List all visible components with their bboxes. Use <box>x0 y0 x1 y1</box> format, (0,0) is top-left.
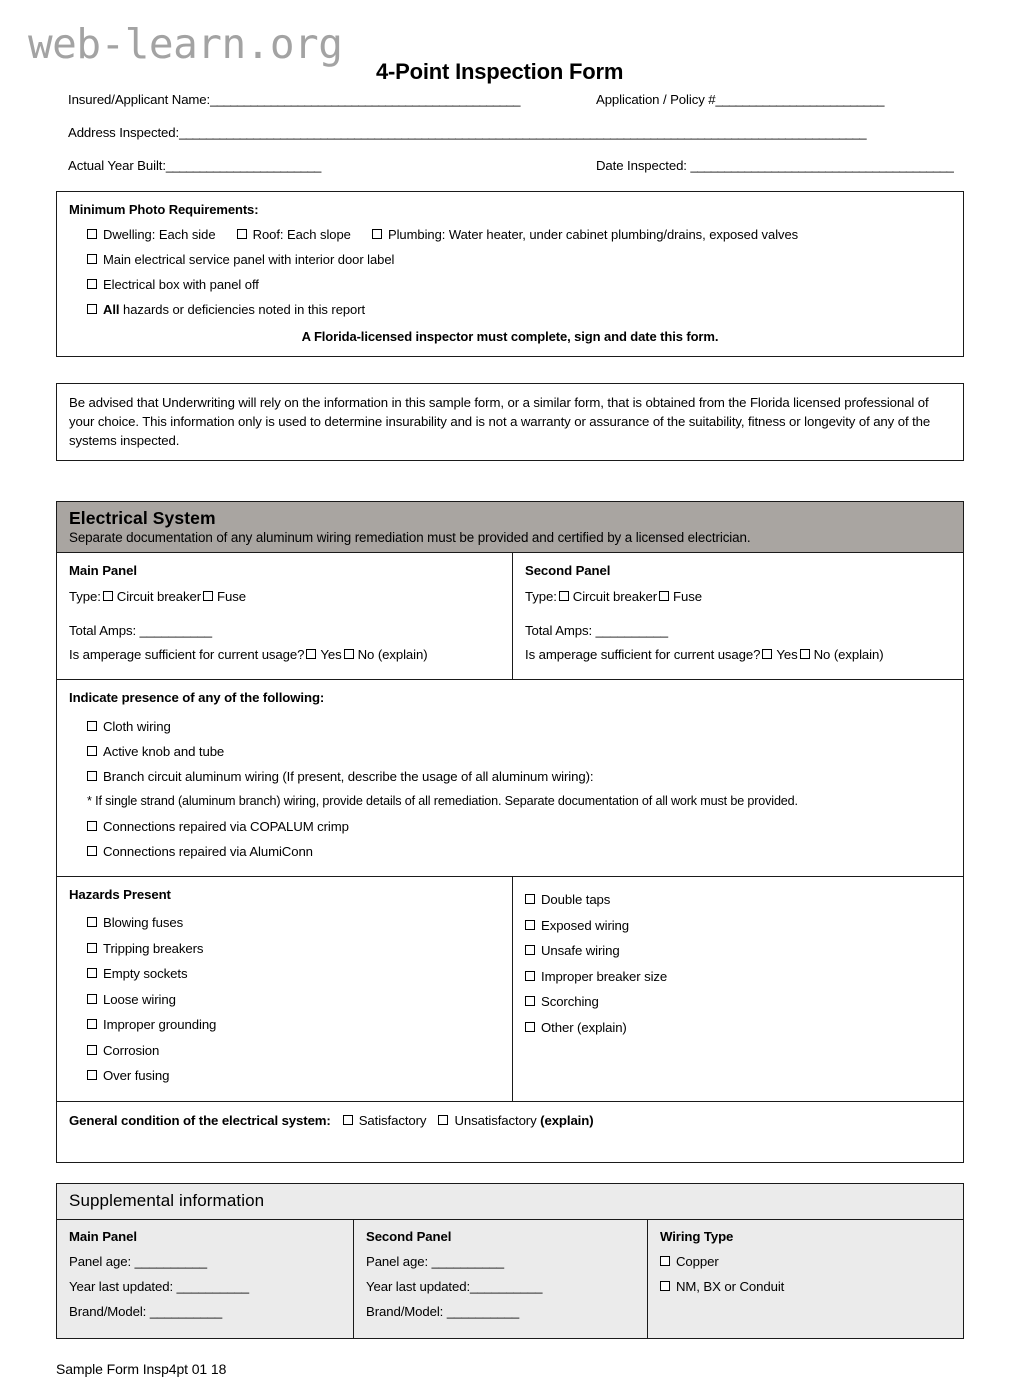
checkbox-condition-unsatisfactory[interactable] <box>438 1115 448 1125</box>
hazard-item <box>69 910 500 936</box>
second-panel-amps-row <box>525 619 951 643</box>
year-updated-input[interactable]: __________ <box>176 1278 249 1294</box>
hazard-label: Over fusing <box>103 1068 170 1083</box>
second-panel-type-row <box>525 585 951 609</box>
address-inspected-row <box>68 125 969 158</box>
main-panel-title: Main Panel <box>69 563 137 578</box>
checkbox-wiring-nm-bx-conduit[interactable] <box>660 1281 670 1291</box>
presence-item-copalum <box>69 814 951 839</box>
second-panel-type-label: Type: <box>525 589 557 604</box>
hazard-label: Scorching <box>541 994 599 1009</box>
photo-requirements-row-4 <box>69 297 951 322</box>
hazard-label: Tripping breakers <box>103 940 204 956</box>
presence-item-knob-and-tube <box>69 739 951 764</box>
supplemental-wiring-type-cell <box>648 1220 963 1338</box>
page-title: 4-Point Inspection Form <box>376 59 624 84</box>
supplemental-second-panel-brand-row <box>366 1299 635 1324</box>
checkbox-second-fuse[interactable] <box>659 591 669 601</box>
underwriting-advisory-box: Be advised that Underwriting will rely on the information in this sample form, or a similar form, that is obtained from the Florida licensed professional of your choice. This information only is used to determine insurability and is not a warranty or assurance of the suitability, fitness or longevity of any of the systems inspected. <box>56 383 964 461</box>
checkbox-main-amperage-yes[interactable] <box>306 649 316 659</box>
supplemental-wiring-type-title: Wiring Type <box>660 1228 734 1244</box>
general-condition-row <box>57 1102 963 1162</box>
checkbox-loose-wiring[interactable] <box>87 994 97 1004</box>
date-inspected-input[interactable]: _______________________________________ <box>690 158 954 173</box>
wiring-type-copper-row <box>660 1249 951 1274</box>
hazard-item <box>525 1015 951 1041</box>
checkbox-main-amperage-no[interactable] <box>344 649 354 659</box>
second-panel-type-option-fuse: Fuse <box>673 589 702 604</box>
supplemental-second-panel-age-row <box>366 1249 635 1274</box>
inspector-attestation-note: A Florida-licensed inspector must complete, sign and date this form. <box>301 329 719 344</box>
general-condition-unsatisfactory-label: Unsatisfactory <box>454 1112 537 1128</box>
brand-model-label: Brand/Model: <box>366 1303 444 1319</box>
checkbox-electrical-box-panel-off[interactable] <box>87 279 97 289</box>
hazard-item <box>69 987 500 1013</box>
presence-label-knob-and-tube: Active knob and tube <box>103 744 225 759</box>
main-panel-sufficient-label: Is amperage sufficient for current usage? <box>69 647 305 662</box>
policy-number-input[interactable]: _________________________ <box>715 92 884 107</box>
checkbox-condition-satisfactory[interactable] <box>343 1115 353 1125</box>
year-updated-input[interactable]: __________ <box>470 1278 543 1294</box>
supplemental-information-table <box>56 1220 964 1339</box>
hazard-label: Corrosion <box>103 1042 160 1058</box>
wiring-type-nm-bx-conduit-label: NM, BX or Conduit <box>676 1278 785 1294</box>
second-panel-cell <box>513 553 963 679</box>
checkbox-empty-sockets[interactable] <box>87 968 97 978</box>
photo-requirements-row-3 <box>69 272 951 297</box>
second-panel-amps-label: Total Amps: <box>525 623 593 638</box>
checkbox-second-amperage-no[interactable] <box>800 649 810 659</box>
supplemental-second-panel-cell <box>354 1220 648 1338</box>
presence-item-alumiconn <box>69 839 951 864</box>
checkbox-scorching[interactable] <box>525 996 535 1006</box>
photo-item-main-panel-label: Main electrical service panel with interior door label <box>103 252 395 267</box>
hazard-label: Empty sockets <box>103 966 188 981</box>
checkbox-roof-each-slope[interactable] <box>237 229 247 239</box>
checkbox-tripping-breakers[interactable] <box>87 943 97 953</box>
checkbox-all-hazards[interactable] <box>87 304 97 314</box>
site-watermark: web-learn.org <box>28 20 343 68</box>
supplemental-information-header: Supplemental information <box>56 1183 964 1220</box>
main-panel-amps-row <box>69 619 500 643</box>
general-condition-label: General condition of the electrical system: <box>69 1112 331 1128</box>
spacer <box>0 487 1025 501</box>
form-footer-code: Sample Form Insp4pt 01 18 <box>56 1360 227 1377</box>
hazard-item <box>525 964 951 990</box>
main-panel-type-option-breaker: Circuit breaker <box>116 589 202 604</box>
brand-model-input[interactable]: __________ <box>446 1303 520 1319</box>
second-panel-type-option-breaker: Circuit breaker <box>572 589 658 604</box>
presence-title: Indicate presence of any of the following: <box>69 690 325 705</box>
main-panel-amps-input[interactable]: __________ <box>139 623 212 638</box>
presence-label-branch-aluminum: Branch circuit aluminum wiring (If present, describe the usage of all aluminum wiring): <box>103 769 594 784</box>
supplemental-main-panel-brand-row <box>69 1299 341 1324</box>
second-panel-sufficient-yes: Yes <box>776 647 798 662</box>
hazard-label: Other (explain) <box>541 1019 627 1035</box>
second-panel-sufficient-row <box>525 643 951 667</box>
checkbox-branch-circuit-aluminum[interactable] <box>87 771 97 781</box>
year-built-input[interactable]: _______________________ <box>165 158 321 173</box>
general-condition-satisfactory-label: Satisfactory <box>358 1112 427 1128</box>
second-panel-amps-input[interactable]: __________ <box>595 623 668 638</box>
hazard-item <box>525 887 951 913</box>
hazard-item <box>525 989 951 1015</box>
main-panel-amps-label: Total Amps: <box>69 623 137 638</box>
photo-item-dwelling-label: Dwelling: Each side <box>103 227 216 242</box>
panel-age-input[interactable]: __________ <box>134 1253 207 1269</box>
checkbox-other-explain[interactable] <box>525 1022 535 1032</box>
checkbox-second-circuit-breaker[interactable] <box>559 591 569 601</box>
photo-item-all-strong: All <box>103 302 120 317</box>
main-panel-type-row <box>69 585 500 609</box>
wiring-type-copper-label: Copper <box>676 1253 719 1269</box>
address-inspected-input[interactable]: ______________________________________________________________________________________________________ <box>179 125 866 140</box>
page-masthead <box>0 0 1025 92</box>
hazard-item <box>69 961 500 987</box>
hazards-row <box>57 877 963 1102</box>
date-inspected-label: Date Inspected: <box>596 158 687 173</box>
second-panel-title: Second Panel <box>525 563 611 578</box>
electrical-system-title: Electrical System <box>69 508 216 528</box>
checkbox-copalum-crimp[interactable] <box>87 821 97 831</box>
brand-model-input[interactable]: __________ <box>149 1303 223 1319</box>
policy-number-group <box>596 92 884 107</box>
panel-age-input[interactable]: __________ <box>431 1253 504 1269</box>
hazard-label: Improper breaker size <box>541 968 668 984</box>
presence-row <box>57 680 963 877</box>
checkbox-dwelling-each-side[interactable] <box>87 229 97 239</box>
insured-name-label: Insured/Applicant Name: <box>68 92 211 107</box>
policy-number-label: Application / Policy # <box>596 92 716 107</box>
main-panel-sufficient-row <box>69 643 500 667</box>
hazard-item <box>69 936 500 962</box>
checkbox-cloth-wiring[interactable] <box>87 721 97 731</box>
supplemental-main-panel-updated-row <box>69 1274 341 1299</box>
hazard-label: Improper grounding <box>103 1017 217 1032</box>
main-panel-type-option-fuse: Fuse <box>217 589 246 604</box>
presence-item-branch-aluminum <box>69 764 951 789</box>
supplemental-second-panel-updated-row <box>366 1274 635 1299</box>
photo-requirements-row-2 <box>69 247 951 272</box>
presence-label-copalum: Connections repaired via COPALUM crimp <box>103 819 349 834</box>
supplemental-main-panel-age-row <box>69 1249 341 1274</box>
hazard-item <box>525 938 951 964</box>
presence-label-alumiconn: Connections repaired via AlumiConn <box>103 844 313 859</box>
hazards-right-cell <box>513 877 963 1101</box>
presence-label-cloth-wiring: Cloth wiring <box>103 719 171 734</box>
electrical-system-grid <box>56 553 964 1163</box>
year-built-label: Actual Year Built: <box>68 158 166 173</box>
photo-requirements-row-1 <box>69 222 951 247</box>
checkbox-main-circuit-breaker[interactable] <box>103 591 113 601</box>
checkbox-improper-breaker-size[interactable] <box>525 971 535 981</box>
hazards-present-title: Hazards Present <box>69 887 171 902</box>
hazard-label: Blowing fuses <box>103 915 184 930</box>
second-panel-sufficient-no: No (explain) <box>813 647 884 662</box>
hazard-item <box>69 1012 500 1038</box>
hazard-item <box>69 1038 500 1064</box>
insured-name-row <box>68 92 969 125</box>
spacer <box>0 357 1025 383</box>
checkbox-active-knob-and-tube[interactable] <box>87 746 97 756</box>
year-updated-label: Year last updated: <box>69 1278 174 1294</box>
hazard-item <box>525 913 951 939</box>
electrical-system-section-header <box>56 501 964 553</box>
general-condition-cell <box>57 1102 606 1162</box>
checkbox-exposed-wiring[interactable] <box>525 920 535 930</box>
hazard-label: Loose wiring <box>103 991 176 1007</box>
main-panel-type-label: Type: <box>69 589 101 604</box>
checkbox-unsafe-wiring[interactable] <box>525 945 535 955</box>
checkbox-main-electrical-panel[interactable] <box>87 254 97 264</box>
identification-fields <box>0 92 1025 191</box>
hazard-item <box>69 1063 500 1089</box>
checkbox-plumbing[interactable] <box>372 229 382 239</box>
spacer <box>0 461 1025 487</box>
supplemental-main-panel-cell <box>57 1220 354 1338</box>
photo-item-roof-label: Roof: Each slope <box>252 227 351 242</box>
main-panel-sufficient-yes: Yes <box>320 647 342 662</box>
presence-item-cloth-wiring <box>69 714 951 739</box>
insured-name-input[interactable]: ______________________________________________ <box>210 92 520 107</box>
main-panel-cell <box>57 553 513 679</box>
checkbox-over-fusing[interactable] <box>87 1070 97 1080</box>
panels-row <box>57 553 963 680</box>
general-condition-explain-note: (explain) <box>540 1112 594 1128</box>
checkbox-blowing-fuses[interactable] <box>87 917 97 927</box>
checkbox-main-fuse[interactable] <box>203 591 213 601</box>
spacer <box>0 1163 1025 1183</box>
hazard-label: Exposed wiring <box>541 917 630 933</box>
presence-single-strand-note: * If single strand (aluminum branch) wiring, provide details of all remediation. Separate documentation of all work must be provided. <box>87 794 798 808</box>
year-built-row <box>68 158 969 191</box>
address-inspected-label: Address Inspected: <box>68 125 180 140</box>
hazard-label: Unsafe wiring <box>541 943 620 958</box>
main-panel-sufficient-no: No (explain) <box>357 647 428 662</box>
panel-age-label: Panel age: <box>366 1253 429 1269</box>
panel-age-label: Panel age: <box>69 1253 132 1269</box>
electrical-system-subtitle: Separate documentation of any aluminum wiring remediation must be provided and certified by a licensed electrician. <box>69 530 751 545</box>
checkbox-improper-grounding[interactable] <box>87 1019 97 1029</box>
photo-item-all-rest: hazards or deficiencies noted in this report <box>119 302 366 317</box>
checkbox-wiring-copper[interactable] <box>660 1256 670 1266</box>
supplemental-second-panel-title: Second Panel <box>366 1228 452 1244</box>
date-inspected-group <box>596 158 953 173</box>
hazards-left-cell <box>57 877 513 1101</box>
checkbox-double-taps[interactable] <box>525 894 535 904</box>
hazard-label: Double taps <box>541 892 611 907</box>
checkbox-second-amperage-yes[interactable] <box>762 649 772 659</box>
brand-model-label: Brand/Model: <box>69 1303 147 1319</box>
photo-requirements-title: Minimum Photo Requirements: <box>69 202 259 217</box>
photo-item-electrical-box-label: Electrical box with panel off <box>103 277 259 292</box>
wiring-type-nm-bx-conduit-row <box>660 1274 951 1299</box>
checkbox-corrosion[interactable] <box>87 1045 97 1055</box>
year-updated-label: Year last updated: <box>366 1278 471 1294</box>
supplemental-main-panel-title: Main Panel <box>69 1228 137 1244</box>
photo-item-plumbing-label: Plumbing: Water heater, under cabinet plumbing/drains, exposed valves <box>387 227 799 242</box>
presence-cell <box>57 680 963 876</box>
checkbox-alumiconn[interactable] <box>87 846 97 856</box>
photo-requirements-box <box>56 191 964 357</box>
second-panel-sufficient-label: Is amperage sufficient for current usage? <box>525 647 761 662</box>
